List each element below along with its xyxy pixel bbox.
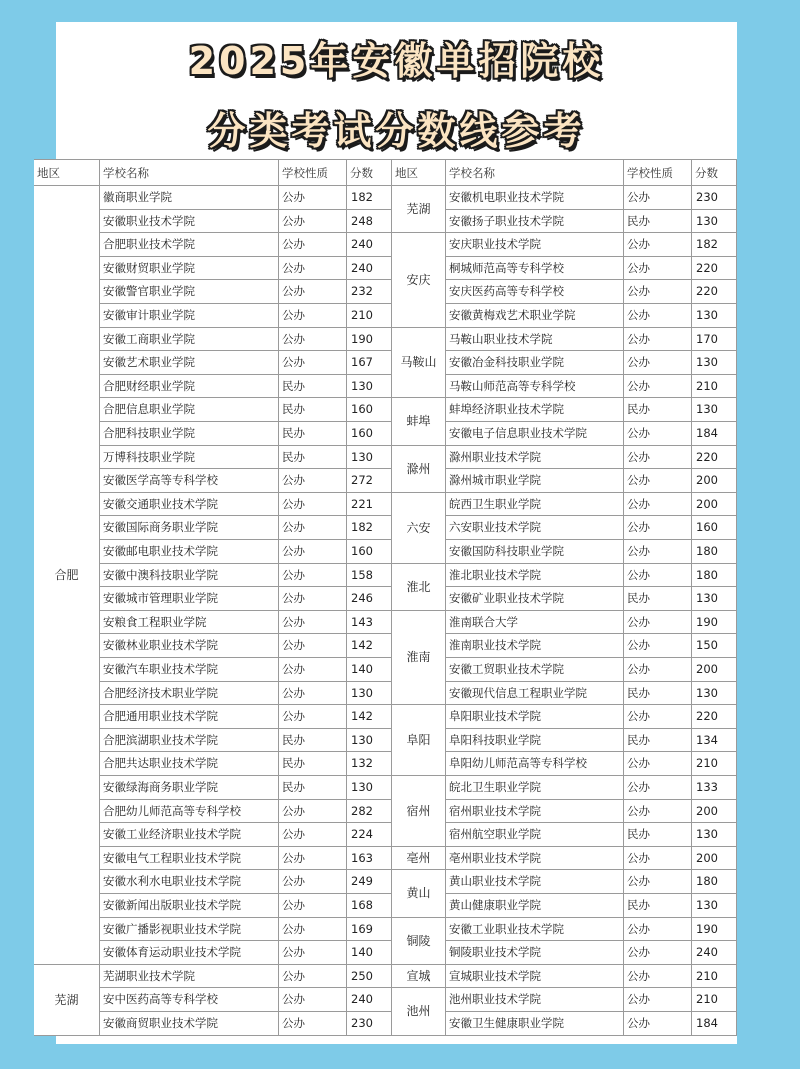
- right-score: 210: [692, 752, 737, 776]
- left-school-name: 安中医药高等专科学校: [100, 988, 279, 1012]
- right-score: 230: [692, 186, 737, 210]
- left-school-nature: 公办: [279, 918, 347, 942]
- right-score: 134: [692, 729, 737, 753]
- right-school-nature: 民办: [624, 587, 692, 611]
- left-school-nature: 民办: [279, 446, 347, 470]
- right-region: 安庆: [392, 233, 446, 327]
- right-score: 130: [692, 682, 737, 706]
- left-school-name: 徽商职业学院: [100, 186, 279, 210]
- left-school-name: 安徽新闻出版职业技术学院: [100, 894, 279, 918]
- right-region: 黄山: [392, 870, 446, 917]
- left-school-nature: 公办: [279, 493, 347, 517]
- right-region: 六安: [392, 493, 446, 564]
- right-region: 淮南: [392, 611, 446, 705]
- left-score: 246: [347, 587, 392, 611]
- right-score: 200: [692, 847, 737, 871]
- right-score: 240: [692, 941, 737, 965]
- header-cell: 学校名称: [446, 159, 624, 186]
- left-school-name: 万博科技职业学院: [100, 446, 279, 470]
- right-region: 马鞍山: [392, 328, 446, 399]
- right-school-nature: 公办: [624, 328, 692, 352]
- left-score: 232: [347, 280, 392, 304]
- right-school-nature: 公办: [624, 233, 692, 257]
- right-region: 池州: [392, 988, 446, 1035]
- left-score: 169: [347, 918, 392, 942]
- left-school-nature: 公办: [279, 941, 347, 965]
- right-school-nature: 公办: [624, 800, 692, 824]
- left-score: 240: [347, 988, 392, 1012]
- left-school-nature: 公办: [279, 210, 347, 234]
- right-school-name: 安庆职业技术学院: [446, 233, 624, 257]
- left-score: 163: [347, 847, 392, 871]
- left-school-name: 芜湖职业技术学院: [100, 965, 279, 989]
- left-school-name: 安粮食工程职业学院: [100, 611, 279, 635]
- right-school-nature: 公办: [624, 257, 692, 281]
- right-school-nature: 公办: [624, 540, 692, 564]
- right-school-nature: 民办: [624, 682, 692, 706]
- right-score: 190: [692, 611, 737, 635]
- right-region: 淮北: [392, 564, 446, 611]
- left-school-name: 安徽医学高等专科学校: [100, 469, 279, 493]
- right-school-nature: 公办: [624, 847, 692, 871]
- left-score: 140: [347, 658, 392, 682]
- right-score: 200: [692, 469, 737, 493]
- right-school-name: 安徽黄梅戏艺术职业学院: [446, 304, 624, 328]
- left-school-nature: 公办: [279, 257, 347, 281]
- right-score: 130: [692, 398, 737, 422]
- right-school-name: 安徽扬子职业技术学院: [446, 210, 624, 234]
- right-school-nature: 公办: [624, 634, 692, 658]
- left-school-nature: 公办: [279, 611, 347, 635]
- right-school-nature: 民办: [624, 729, 692, 753]
- right-school-nature: 公办: [624, 304, 692, 328]
- left-school-nature: 公办: [279, 233, 347, 257]
- right-school-name: 安徽国防科技职业学院: [446, 540, 624, 564]
- left-score: 272: [347, 469, 392, 493]
- right-score: 130: [692, 351, 737, 375]
- left-school-name: 安徽电气工程职业技术学院: [100, 847, 279, 871]
- right-score: 130: [692, 894, 737, 918]
- right-school-name: 安庆医药高等专科学校: [446, 280, 624, 304]
- right-score: 200: [692, 800, 737, 824]
- left-score: 130: [347, 682, 392, 706]
- right-region: 亳州: [392, 847, 446, 871]
- left-school-name: 安徽广播影视职业技术学院: [100, 918, 279, 942]
- left-school-nature: 公办: [279, 328, 347, 352]
- right-school-name: 安徽卫生健康职业学院: [446, 1012, 624, 1036]
- right-score: 182: [692, 233, 737, 257]
- right-school-name: 黄山职业技术学院: [446, 870, 624, 894]
- right-school-name: 淮北职业技术学院: [446, 564, 624, 588]
- left-school-name: 安徽林业职业技术学院: [100, 634, 279, 658]
- left-school-name: 安徽体育运动职业技术学院: [100, 941, 279, 965]
- left-school-nature: 公办: [279, 988, 347, 1012]
- left-school-name: 安徽国际商务职业学院: [100, 516, 279, 540]
- left-score: 143: [347, 611, 392, 635]
- left-score: 240: [347, 233, 392, 257]
- left-score: 210: [347, 304, 392, 328]
- right-school-nature: 公办: [624, 988, 692, 1012]
- right-region: 芜湖: [392, 186, 446, 233]
- right-school-name: 阜阳职业技术学院: [446, 705, 624, 729]
- right-score: 180: [692, 540, 737, 564]
- right-school-name: 淮南联合大学: [446, 611, 624, 635]
- right-school-nature: 公办: [624, 611, 692, 635]
- right-school-nature: 民办: [624, 823, 692, 847]
- right-school-name: 安徽电子信息职业技术学院: [446, 422, 624, 446]
- right-score: 200: [692, 658, 737, 682]
- left-score: 168: [347, 894, 392, 918]
- right-school-nature: 民办: [624, 398, 692, 422]
- left-score: 182: [347, 516, 392, 540]
- left-school-nature: 公办: [279, 516, 347, 540]
- header-cell: 分数: [347, 159, 392, 186]
- right-region: 蚌埠: [392, 398, 446, 445]
- left-school-name: 安徽警官职业学院: [100, 280, 279, 304]
- right-score: 184: [692, 1012, 737, 1036]
- score-sheet: [37, 22, 737, 1044]
- left-score: 230: [347, 1012, 392, 1036]
- right-score: 190: [692, 918, 737, 942]
- right-score: 170: [692, 328, 737, 352]
- left-school-name: 安徽交通职业技术学院: [100, 493, 279, 517]
- left-score: 250: [347, 965, 392, 989]
- left-school-name: 合肥科技职业学院: [100, 422, 279, 446]
- left-school-nature: 公办: [279, 304, 347, 328]
- left-score: 190: [347, 328, 392, 352]
- left-school-name: 合肥通用职业技术学院: [100, 705, 279, 729]
- left-school-name: 安徽城市管理职业学院: [100, 587, 279, 611]
- left-school-nature: 民办: [279, 422, 347, 446]
- right-region: 宣城: [392, 965, 446, 989]
- right-school-name: 安徽冶金科技职业学院: [446, 351, 624, 375]
- left-score: 130: [347, 776, 392, 800]
- right-school-name: 安徽工贸职业技术学院: [446, 658, 624, 682]
- left-score: 160: [347, 398, 392, 422]
- left-school-name: 合肥共达职业技术学院: [100, 752, 279, 776]
- left-school-name: 合肥财经职业学院: [100, 375, 279, 399]
- right-school-nature: 公办: [624, 564, 692, 588]
- right-school-name: 安徽工业职业技术学院: [446, 918, 624, 942]
- right-score: 180: [692, 564, 737, 588]
- left-score: 130: [347, 729, 392, 753]
- left-score: 132: [347, 752, 392, 776]
- right-score: 133: [692, 776, 737, 800]
- right-school-name: 阜阳科技职业学院: [446, 729, 624, 753]
- left-score: 221: [347, 493, 392, 517]
- left-score: 240: [347, 257, 392, 281]
- right-score: 150: [692, 634, 737, 658]
- left-school-nature: 民办: [279, 375, 347, 399]
- right-school-nature: 公办: [624, 752, 692, 776]
- right-school-nature: 公办: [624, 918, 692, 942]
- right-score: 130: [692, 210, 737, 234]
- left-school-name: 安徽汽车职业技术学院: [100, 658, 279, 682]
- left-school-name: 安徽职业技术学院: [100, 210, 279, 234]
- right-school-nature: 公办: [624, 446, 692, 470]
- left-region: 芜湖: [34, 965, 100, 1036]
- left-school-name: 合肥经济技术职业学院: [100, 682, 279, 706]
- left-region: 合肥: [34, 186, 100, 965]
- left-school-name: 安徽绿海商务职业学院: [100, 776, 279, 800]
- right-school-nature: 公办: [624, 422, 692, 446]
- left-score: 224: [347, 823, 392, 847]
- right-school-name: 淮南职业技术学院: [446, 634, 624, 658]
- right-school-nature: 公办: [624, 516, 692, 540]
- right-school-nature: 民办: [624, 894, 692, 918]
- left-score: 160: [347, 540, 392, 564]
- right-school-name: 桐城师范高等专科学校: [446, 257, 624, 281]
- left-school-nature: 公办: [279, 469, 347, 493]
- right-school-nature: 公办: [624, 493, 692, 517]
- right-score: 210: [692, 375, 737, 399]
- right-score: 180: [692, 870, 737, 894]
- header-cell: 地区: [392, 159, 446, 186]
- left-school-name: 安徽水利水电职业技术学院: [100, 870, 279, 894]
- left-school-nature: 公办: [279, 634, 347, 658]
- right-school-nature: 公办: [624, 280, 692, 304]
- right-score: 200: [692, 493, 737, 517]
- right-score: 210: [692, 965, 737, 989]
- left-school-name: 合肥幼儿师范高等专科学校: [100, 800, 279, 824]
- right-school-nature: 公办: [624, 776, 692, 800]
- right-school-name: 滁州职业技术学院: [446, 446, 624, 470]
- right-school-name: 亳州职业技术学院: [446, 847, 624, 871]
- right-school-name: 宿州航空职业学院: [446, 823, 624, 847]
- right-school-nature: 公办: [624, 375, 692, 399]
- left-score: 248: [347, 210, 392, 234]
- right-school-nature: 民办: [624, 210, 692, 234]
- left-school-nature: 公办: [279, 894, 347, 918]
- right-region: 宿州: [392, 776, 446, 847]
- right-school-name: 铜陵职业技术学院: [446, 941, 624, 965]
- right-school-nature: 公办: [624, 941, 692, 965]
- left-school-nature: 公办: [279, 587, 347, 611]
- left-school-nature: 民办: [279, 398, 347, 422]
- left-school-name: 安徽审计职业学院: [100, 304, 279, 328]
- right-score: 210: [692, 988, 737, 1012]
- right-school-nature: 公办: [624, 870, 692, 894]
- right-school-name: 安徽现代信息工程职业学院: [446, 682, 624, 706]
- right-score: 160: [692, 516, 737, 540]
- right-school-nature: 公办: [624, 658, 692, 682]
- left-school-nature: 公办: [279, 870, 347, 894]
- left-school-nature: 公办: [279, 186, 347, 210]
- right-score: 184: [692, 422, 737, 446]
- right-school-name: 马鞍山师范高等专科学校: [446, 375, 624, 399]
- right-score: 130: [692, 304, 737, 328]
- title-line-1: 2025年安徽单招院校: [188, 39, 605, 83]
- right-school-nature: 公办: [624, 1012, 692, 1036]
- right-score: 220: [692, 257, 737, 281]
- right-school-nature: 公办: [624, 965, 692, 989]
- right-region: 阜阳: [392, 705, 446, 776]
- left-school-name: 合肥信息职业学院: [100, 398, 279, 422]
- left-school-nature: 公办: [279, 280, 347, 304]
- right-school-nature: 公办: [624, 705, 692, 729]
- right-school-name: 阜阳幼儿师范高等专科学校: [446, 752, 624, 776]
- right-score: 220: [692, 705, 737, 729]
- header-cell: 学校性质: [279, 159, 347, 186]
- left-school-name: 安徽工业经济职业技术学院: [100, 823, 279, 847]
- right-score: 220: [692, 280, 737, 304]
- left-school-nature: 民办: [279, 752, 347, 776]
- left-score: 140: [347, 941, 392, 965]
- right-school-name: 宣城职业技术学院: [446, 965, 624, 989]
- right-school-name: 宿州职业技术学院: [446, 800, 624, 824]
- left-score: 158: [347, 564, 392, 588]
- right-school-name: 马鞍山职业技术学院: [446, 328, 624, 352]
- header-cell: 地区: [34, 159, 100, 186]
- header-cell: 分数: [692, 159, 737, 186]
- left-score: 282: [347, 800, 392, 824]
- left-school-name: 安徽工商职业学院: [100, 328, 279, 352]
- left-score: 249: [347, 870, 392, 894]
- header-cell: 学校名称: [100, 159, 279, 186]
- right-school-name: 黄山健康职业学院: [446, 894, 624, 918]
- left-school-nature: 公办: [279, 682, 347, 706]
- right-region: 滁州: [392, 446, 446, 493]
- right-region: 铜陵: [392, 918, 446, 965]
- left-school-nature: 公办: [279, 705, 347, 729]
- left-score: 182: [347, 186, 392, 210]
- left-school-nature: 公办: [279, 847, 347, 871]
- right-score: 130: [692, 823, 737, 847]
- right-school-name: 安徽矿业职业技术学院: [446, 587, 624, 611]
- right-score: 220: [692, 446, 737, 470]
- right-school-name: 六安职业技术学院: [446, 516, 624, 540]
- left-school-nature: 公办: [279, 658, 347, 682]
- left-school-nature: 公办: [279, 965, 347, 989]
- header-cell: 学校性质: [624, 159, 692, 186]
- left-school-name: 合肥滨湖职业技术学院: [100, 729, 279, 753]
- left-score: 167: [347, 351, 392, 375]
- right-score: 130: [692, 587, 737, 611]
- right-school-nature: 公办: [624, 351, 692, 375]
- left-school-name: 安徽中澳科技职业学院: [100, 564, 279, 588]
- right-school-name: 皖北卫生职业学院: [446, 776, 624, 800]
- left-school-nature: 民办: [279, 729, 347, 753]
- left-school-name: 安徽艺术职业学院: [100, 351, 279, 375]
- right-school-name: 皖西卫生职业学院: [446, 493, 624, 517]
- right-school-nature: 公办: [624, 469, 692, 493]
- title-line-2: 分类考试分数线参考: [207, 109, 586, 153]
- left-school-name: 安徽商贸职业技术学院: [100, 1012, 279, 1036]
- left-school-name: 安徽财贸职业学院: [100, 257, 279, 281]
- right-school-nature: 公办: [624, 186, 692, 210]
- right-school-name: 池州职业技术学院: [446, 988, 624, 1012]
- right-school-name: 安徽机电职业技术学院: [446, 186, 624, 210]
- left-school-nature: 公办: [279, 1012, 347, 1036]
- left-score: 142: [347, 634, 392, 658]
- left-school-name: 合肥职业技术学院: [100, 233, 279, 257]
- left-score: 130: [347, 375, 392, 399]
- left-school-nature: 民办: [279, 776, 347, 800]
- left-school-nature: 公办: [279, 540, 347, 564]
- left-score: 142: [347, 705, 392, 729]
- left-school-nature: 公办: [279, 800, 347, 824]
- left-school-name: 安徽邮电职业技术学院: [100, 540, 279, 564]
- right-school-name: 滁州城市职业学院: [446, 469, 624, 493]
- left-school-nature: 公办: [279, 823, 347, 847]
- left-score: 130: [347, 446, 392, 470]
- left-score: 160: [347, 422, 392, 446]
- right-school-name: 蚌埠经济职业技术学院: [446, 398, 624, 422]
- left-school-nature: 公办: [279, 564, 347, 588]
- left-school-nature: 公办: [279, 351, 347, 375]
